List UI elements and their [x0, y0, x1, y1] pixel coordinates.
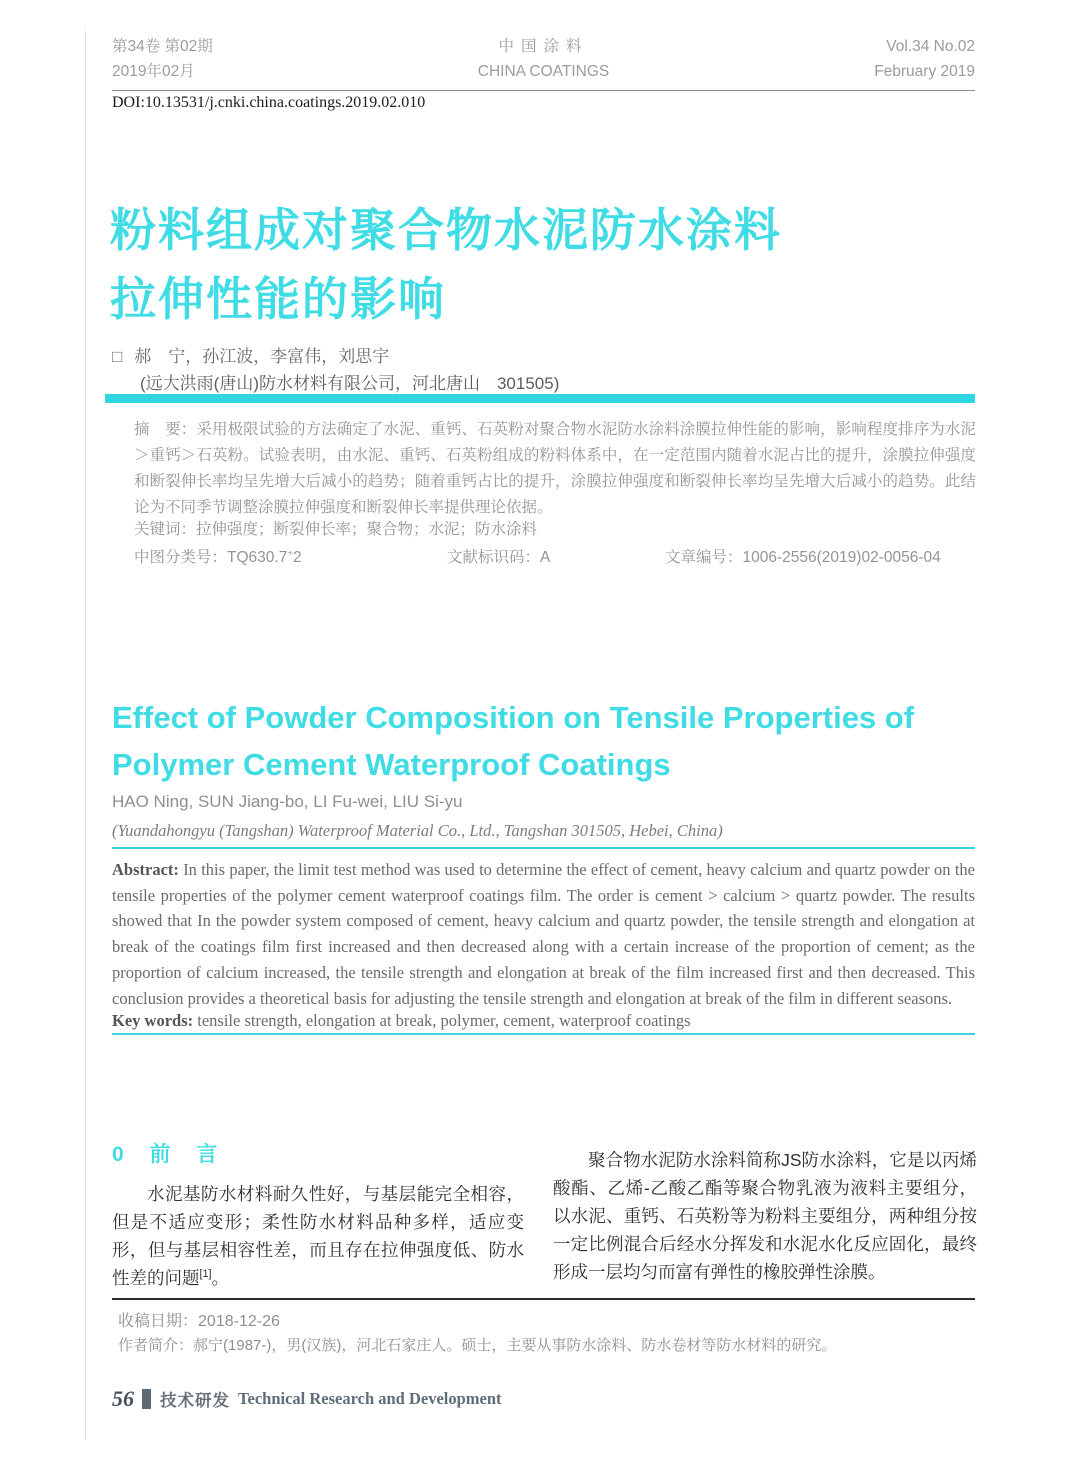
- abstract-cn-text: 采用极限试验的方法确定了水泥、重钙、石英粉对聚合物水泥防水涂料涂膜拉伸性能的影响，影响程度排序为水泥＞重钙＞石英粉。试验表明，由水泥、重钙、石英粉组成的粉料体系中，在一定范围内随着水泥占比的提升，涂膜拉伸强度和断裂伸长率均呈先增大后减小的趋势；随着重钙占比的提升，涂膜拉伸强度和断裂伸长率均呈先增大后减小的趋势。此结论为不同季节调整涂膜拉伸强度和断裂伸长率提供理论依据。: [134, 421, 976, 516]
- received-date-value: 2018-12-26: [198, 1313, 280, 1330]
- abstract-cn: [134, 417, 976, 521]
- document-code: [447, 545, 550, 567]
- section-heading-introduction: 0 前 言: [112, 1143, 221, 1166]
- header-right: [874, 34, 975, 84]
- volume-issue-en: Vol.34 No.02: [886, 38, 975, 55]
- footer-bar-icon: [142, 1389, 151, 1409]
- received-date-label: 收稿日期：: [118, 1313, 199, 1330]
- intro-left-text: 水泥基防水材料耐久性好，与基层能完全相容，但是不适应变形；柔性防水材料品种多样，适应变形，但与基层相容性差，而且存在拉伸强度低、防水性差的问题: [112, 1184, 524, 1288]
- date-cn: 2019年02月: [112, 63, 195, 80]
- header-center: [478, 34, 609, 84]
- clc-value-tail: 2: [292, 549, 302, 566]
- keywords-cn-label: 关键词：: [134, 521, 197, 538]
- article-title-en: Effect of Powder Composition on Tensile Properties of Polymer Cement Waterproof Coatings: [112, 700, 915, 782]
- article-title-cn: [110, 196, 782, 334]
- page-footer: [112, 1386, 502, 1412]
- english-abstract-bottom-rule: [112, 1033, 975, 1035]
- author-names-cn: 郝 宁，孙江波，李富伟，刘思宇: [134, 347, 390, 366]
- keywords-cn-text: 拉伸强度；断裂伸长率；聚合物；水泥；防水涂料: [196, 521, 538, 538]
- header-left: [112, 34, 213, 84]
- abstract-en: [112, 857, 975, 1011]
- article-title-cn-line2: 拉伸性能的影响: [110, 273, 446, 325]
- intro-paragraph-right: 聚合物水泥防水涂料简称JS防水涂料，它是以丙烯酸酯、乙烯-乙酸乙酯等聚合物乳液为液料主要组分，以水泥、重钙、石英粉等为粉料主要组分，两种组分按一定比例混合后经水分挥发和水泥水化反应固化，最终形成一层均匀而富有弹性的橡胶弹性涂膜。: [553, 1150, 977, 1282]
- document-code-label: 文献标识码：: [447, 549, 541, 566]
- journal-name-cn: 中国涂料: [498, 38, 589, 55]
- author-bio: [118, 1334, 836, 1355]
- author-marker-icon: □: [112, 347, 123, 366]
- footer-section-en: Technical Research and Development: [238, 1389, 502, 1408]
- intro-paragraph-left: [112, 1180, 524, 1292]
- article-id-value: 1006-2556(2019)02-0056-04: [742, 549, 941, 566]
- article-id: [665, 545, 941, 567]
- article-title-cn-line1: 粉料组成对聚合物水泥防水涂料: [110, 204, 782, 256]
- page-edge-line: [85, 30, 86, 1440]
- title-separator-bar: [105, 394, 975, 403]
- keywords-en-text: tensile strength, elongation at break, polymer, cement, waterproof coatings: [193, 1011, 691, 1030]
- reference-marker-1: [1]: [199, 1268, 212, 1281]
- authors-en: HAO Ning, SUN Jiang-bo, LI Fu-wei, LIU Si-yu: [112, 792, 463, 811]
- keywords-en: [112, 1011, 691, 1031]
- clc-value: TQ630.7: [227, 549, 288, 566]
- journal-name-en: CHINA COATINGS: [477, 63, 610, 80]
- intro-right-column: [553, 1146, 977, 1286]
- journal-header: [112, 34, 975, 91]
- page-number: 56: [112, 1386, 134, 1411]
- footnote-rule: [112, 1298, 975, 1300]
- authors-cn: [112, 342, 389, 367]
- document-code-value: A: [540, 549, 551, 566]
- keywords-cn: [134, 517, 537, 539]
- date-en: February 2019: [874, 63, 975, 80]
- classification-row: [112, 545, 975, 567]
- article-id-label: 文章编号：: [665, 549, 743, 566]
- author-bio-value: 郝宁(1987-)，男(汉族)，河北石家庄人。硕士，主要从事防水涂料、防水卷材等防水材料的研究。: [193, 1337, 837, 1354]
- volume-issue-cn: 第34卷 第02期: [112, 38, 213, 55]
- abstract-en-text: In this paper, the limit test method was used to determine the effect of cement, heavy calcium and quartz powder on the tensile properties of the polymer cement waterproof coatings film. The order is cement > calcium > quartz powder. The results showed that In the powder system composed of cement, heavy calcium and quartz powder, the tensile strength and elongation at break of the coatings film first increased and then decreased along with a certain increase of the proportion of cement; as the proportion of calcium increased, the tensile strength and elongation at break of the film increased first and then decreased. This conclusion provides a theoretical basis for adjusting the tensile strength and elongation at break of the film in different seasons.: [112, 860, 975, 1008]
- english-abstract-top-rule: [112, 847, 975, 849]
- intro-left-tail: 。: [211, 1268, 230, 1288]
- clc-value-sup: +: [287, 547, 293, 559]
- doi-line: DOI:10.13531/j.cnki.china.coatings.2019.02.010: [112, 94, 426, 111]
- received-date: [118, 1308, 280, 1331]
- clc-label: 中图分类号：: [134, 549, 228, 566]
- keywords-en-label: Key words:: [112, 1011, 194, 1030]
- affiliation-en: (Yuandahongyu (Tangshan) Waterproof Material Co., Ltd., Tangshan 301505, Hebei, China): [112, 821, 723, 840]
- abstract-cn-label: 摘 要：: [134, 421, 197, 438]
- abstract-en-label: Abstract:: [112, 860, 179, 879]
- footer-section-cn: 技术研发: [160, 1392, 230, 1410]
- author-bio-label: 作者简介：: [118, 1337, 194, 1354]
- intro-left-column: [112, 1138, 524, 1292]
- affiliation-cn: (远大洪雨(唐山)防水材料有限公司，河北唐山 301505): [140, 374, 560, 393]
- clc-number: [134, 545, 302, 567]
